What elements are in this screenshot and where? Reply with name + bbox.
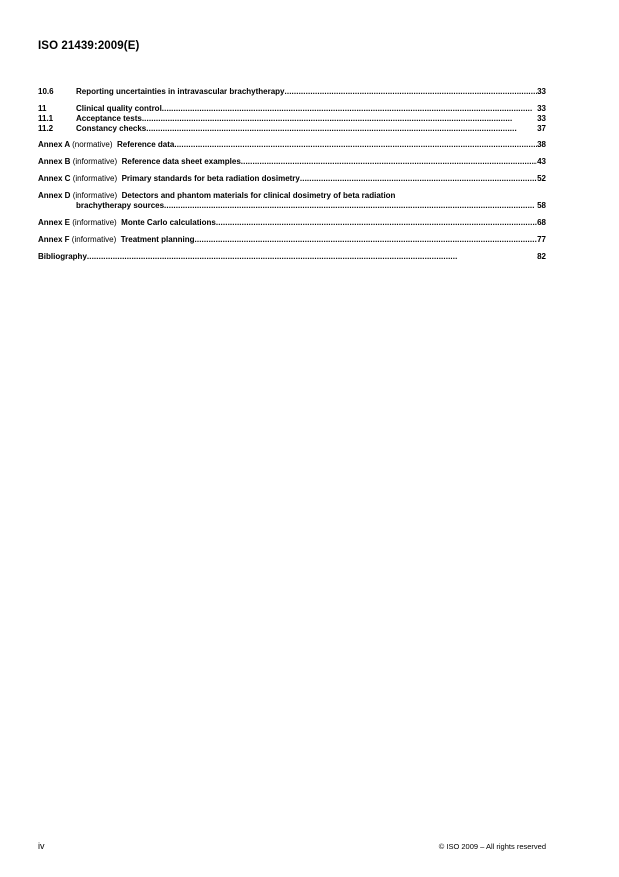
toc-annex-a[interactable]	[38, 140, 546, 150]
toc-entry-page: 77	[537, 235, 546, 244]
annex-title: Reference data	[117, 140, 175, 149]
toc-entry-number: 11.1	[38, 114, 54, 123]
toc-annex-c[interactable]	[38, 174, 546, 184]
annex-label: Annex F	[38, 235, 70, 244]
annex-title-line1: Detectors and phantom materials for clinical dosimetry of beta radiation	[121, 191, 396, 200]
annex-type: (informative)	[72, 191, 118, 200]
dot-leader	[87, 252, 537, 262]
toc-entry-11[interactable]	[38, 104, 546, 114]
annex-label: Annex A	[38, 140, 70, 149]
table-of-contents	[38, 87, 546, 262]
toc-entry-page: 43	[537, 157, 546, 166]
page-number: iv	[38, 841, 45, 851]
annex-title: Primary standards for beta radiation dosimetry	[121, 174, 300, 183]
toc-entry-number: 11	[38, 104, 47, 113]
toc-entry-page: 38	[537, 140, 546, 149]
dot-leader	[216, 218, 537, 228]
toc-entry-page: 52	[537, 174, 546, 183]
dot-leader	[174, 140, 537, 150]
annex-title: Reference data sheet examples	[121, 157, 241, 166]
annex-label: Annex C	[38, 174, 71, 183]
toc-entry-title: Clinical quality control	[76, 104, 162, 113]
annex-title: Monte Carlo calculations	[121, 218, 216, 227]
bibliography-title: Bibliography	[38, 252, 87, 261]
annex-type: (normative)	[72, 140, 113, 149]
toc-entry-page: 33	[537, 114, 546, 123]
toc-entry-number: 11.2	[38, 124, 54, 133]
toc-entry-title: Reporting uncertainties in intravascular brachytherapy	[76, 87, 285, 96]
toc-entry-11-1[interactable]	[38, 114, 546, 124]
toc-entry-number: 10.6	[38, 87, 54, 96]
annex-type: (informative)	[71, 235, 117, 244]
dot-leader	[146, 124, 537, 134]
toc-annex-f[interactable]	[38, 235, 546, 245]
dot-leader	[300, 174, 537, 184]
annex-type: (informative)	[72, 157, 118, 166]
toc-entry-page: 82	[537, 252, 546, 261]
toc-annex-b[interactable]	[38, 157, 546, 167]
annex-label: Annex D	[38, 191, 71, 200]
toc-entry-page: 33	[537, 104, 546, 113]
toc-entry-page: 58	[537, 201, 546, 210]
toc-entry-page: 68	[537, 218, 546, 227]
toc-entry-11-2[interactable]	[38, 124, 546, 134]
toc-bibliography[interactable]	[38, 252, 546, 262]
dot-leader	[285, 87, 538, 97]
annex-type: (informative)	[72, 174, 118, 183]
annex-label: Annex E	[38, 218, 71, 227]
toc-annex-e[interactable]	[38, 218, 546, 228]
annex-type: (informative)	[72, 218, 117, 227]
annex-label: Annex B	[38, 157, 71, 166]
toc-entry-title: Constancy checks	[76, 124, 147, 133]
toc-entry-title: Acceptance tests	[76, 114, 142, 123]
toc-annex-d[interactable]	[38, 191, 546, 211]
dot-leader	[164, 201, 537, 211]
copyright-notice: © ISO 2009 – All rights reserved	[438, 842, 546, 851]
dot-leader	[195, 235, 538, 245]
toc-entry-page: 37	[537, 124, 546, 133]
dot-leader	[241, 157, 537, 167]
dot-leader	[162, 104, 537, 114]
toc-entry-page: 33	[537, 87, 546, 96]
annex-title-line2: brachytherapy sources	[76, 201, 165, 210]
dot-leader	[142, 114, 537, 124]
toc-entry-10-6[interactable]	[38, 87, 546, 97]
document-id-header: ISO 21439:2009(E)	[38, 40, 140, 52]
annex-title: Treatment planning	[120, 235, 195, 244]
